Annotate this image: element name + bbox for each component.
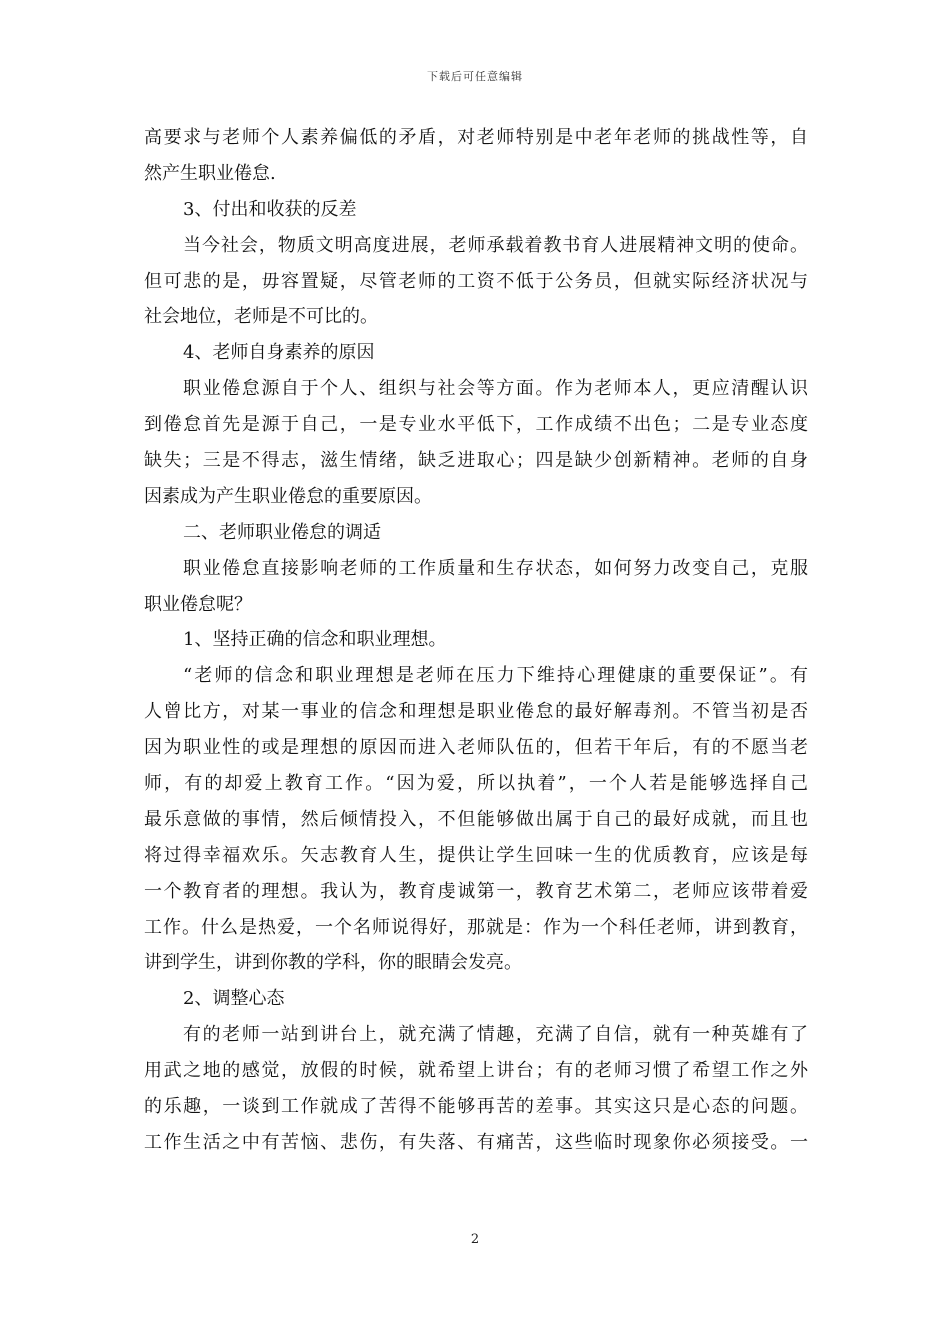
- text-line: 的乐趣，一谈到工作就成了苦得不能够再苦的差事。其实这只是心态的问题。: [144, 1096, 808, 1118]
- text-line: 工作。什么是热爱，一个名师说得好，那就是：作为一个科任老师，讲到教育，: [144, 916, 808, 938]
- text-line: 职业倦怠直接影响老师的工作质量和生存状态，如何努力改变自己，克服: [183, 557, 808, 579]
- text-line: 有的老师一站到讲台上，就充满了情趣，充满了自信，就有一种英雄有了: [183, 1024, 808, 1046]
- text-line: 但可悲的是，毋容置疑，尽管老师的工资不低于公务员，但就实际经济状况与: [144, 270, 808, 292]
- text-line: 社会地位，老师是不可比的。: [144, 306, 378, 328]
- text-line: 人曾比方，对某一事业的信念和理想是职业倦怠的最好解毒剂。不管当初是否: [144, 701, 808, 723]
- page-header-note: 下载后可任意编辑: [427, 70, 523, 83]
- text-line: 工作生活之中有苦恼、悲伤，有失落、有痛苦，这些临时现象你必须接受。一: [144, 1131, 808, 1153]
- page-number: 2: [470, 1232, 480, 1247]
- section-heading: 2、调整心态: [183, 988, 285, 1010]
- text-line: 讲到学生，讲到你教的学科，你的眼睛会发亮。: [144, 952, 522, 974]
- text-line: 因为职业性的或是理想的原因而进入老师队伍的，但若干年后，有的不愿当老: [144, 737, 808, 759]
- text-line: 师，有的却爱上教育工作。“因为爱，所以执着”，一个人若是能够选择自己: [144, 773, 808, 795]
- text-line: 因素成为产生职业倦怠的重要原因。: [144, 485, 432, 507]
- section-heading: 1、坚持正确的信念和职业理想。: [183, 629, 447, 651]
- text-line: 职业倦怠呢？: [144, 593, 252, 615]
- text-line: 最乐意做的事情，然后倾情投入，不但能够做出属于自己的最好成就，而且也: [144, 808, 808, 830]
- section-heading: 3、付出和收获的反差: [183, 198, 357, 220]
- section-heading: 4、老师自身素养的原因: [183, 342, 375, 364]
- text-line: 一个教育者的理想。我认为，教育虔诚第一，教育艺术第二，老师应该带着爱: [144, 880, 808, 902]
- document-body: [144, 120, 808, 1161]
- text-line: 然产生职业倦怠.: [144, 162, 276, 184]
- text-line: 当今社会，物质文明高度进展，老师承载着教书育人进展精神文明的使命。: [183, 234, 808, 256]
- text-line: 缺失；三是不得志，滋生情绪，缺乏进取心；四是缺少创新精神。老师的自身: [144, 450, 808, 472]
- text-line: 将过得幸福欢乐。矢志教育人生，提供让学生回味一生的优质教育，应该是每: [144, 844, 808, 866]
- text-line: “老师的信念和职业理想是老师在压力下维持心理健康的重要保证”。有: [183, 665, 808, 687]
- text-line: 用武之地的感觉，放假的时候，就希望上讲台；有的老师习惯了希望工作之外: [144, 1060, 808, 1082]
- section-heading: 二、老师职业倦怠的调适: [183, 521, 381, 543]
- text-line: 职业倦怠源自于个人、组织与社会等方面。作为老师本人，更应清醒认识: [183, 378, 808, 400]
- text-line: 到倦怠首先是源于自己，一是专业水平低下，工作成绩不出色；二是专业态度: [144, 414, 808, 436]
- text-line: 高要求与老师个人素养偏低的矛盾，对老师特别是中老年老师的挑战性等，自: [144, 127, 808, 148]
